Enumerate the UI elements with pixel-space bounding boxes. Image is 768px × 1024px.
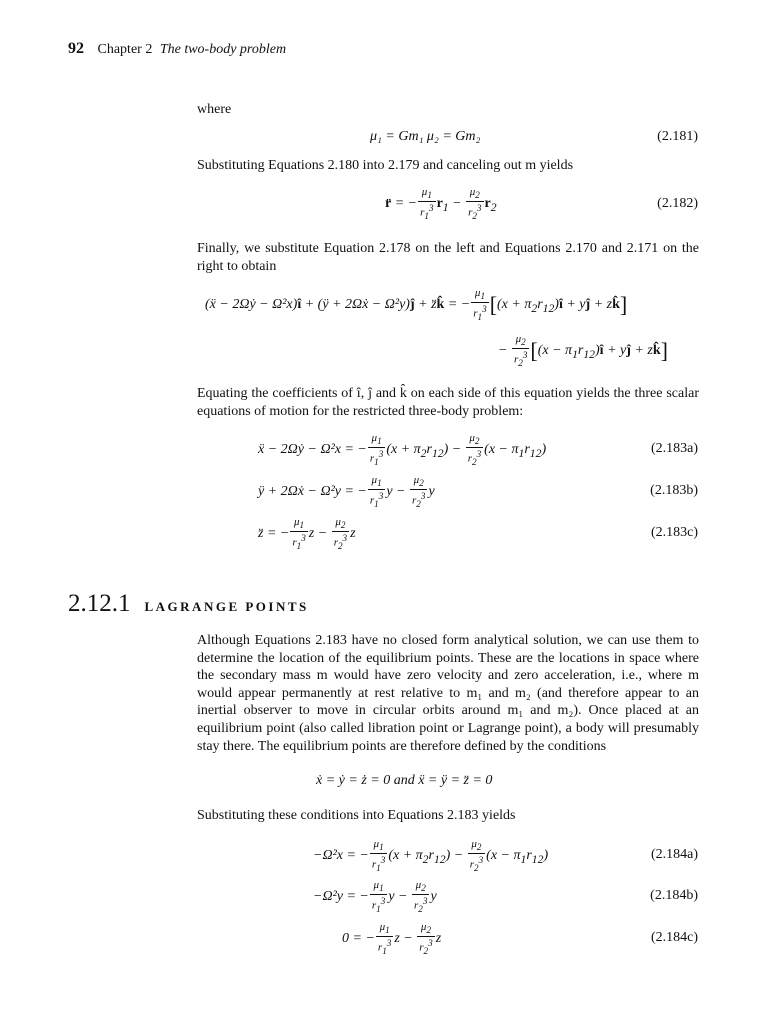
section-number: 2.12.1 <box>68 590 131 617</box>
equation-2-183b: ÿ + 2Ωẋ − Ω²y = − $\frac{\mu_1}{r_1^3}$ y − $\frac{\mu_2}{r_2^3}$ y <box>258 474 435 510</box>
equation-number-2-183c: (2.183c) <box>650 525 698 540</box>
equation-2-184a: −Ω²x = − $\frac{\mu_1}{r_1^3}$ $(x + \pi_2r_{12})$ − $\frac{\mu_2}{r_2^3}$ $(x - \pi_1r_{12})$ <box>313 838 549 874</box>
equation-number-2-184a: (2.184a) <box>650 847 698 862</box>
chapter-label: Chapter 2 <box>97 42 153 57</box>
equation-2-181: μ₁ = Gm₁ μ₂ = Gm₂ <box>370 129 481 144</box>
equation-2-183c: z̈ = − $\frac{\mu_1}{r_1^3}$ z − $\frac{\mu_2}{r_2^3}$ z <box>258 516 356 552</box>
running-header <box>68 40 286 58</box>
paragraph-substituting: Substituting Equations 2.180 into 2.179 and canceling out m yields <box>197 158 574 173</box>
equation-number-2-183a: (2.183a) <box>650 441 698 456</box>
page-number: 92 <box>68 40 84 57</box>
section-heading <box>68 590 309 618</box>
equation-number-2-183b: (2.183b) <box>650 483 698 498</box>
equilibrium-conditions: ẋ = ẏ = ż = 0 and ẍ = ÿ = z̈ = 0 <box>316 773 493 788</box>
text-where: where <box>197 102 232 117</box>
paragraph-substituting-conditions: Substituting these conditions into Equations 2.183 yields <box>197 808 516 823</box>
equation-2-184c: 0 = − $\frac{\mu_1}{r_1^3}$ z − $\frac{\mu_2}{r_2^3}$ z <box>342 921 442 957</box>
paragraph-equating: Equating the coefficients of î, ĵ and k̂ on each side of this equation yields the three scalar equations of motion for the restricted three-body problem: <box>197 386 699 419</box>
equation-vector-rhs: − $\frac{\mu_2}{r_2^3}$ [$(x - \pi_1r_{12})î$ + yĵ + zk̂] <box>498 333 668 369</box>
equation-number-2-181: (2.181) <box>657 129 698 144</box>
section-title: LAGRANGE POINTS <box>144 599 309 614</box>
chapter-title: The two-body problem <box>159 42 287 57</box>
paragraph-although: Although Equations 2.183 have no closed form analytical solution, we can use them to determine the location of the equilibrium points. These are the locations in space where the secondary mass m would have zero velocity and zero acceleration, i.e., where m would appear permanently at rest relative to m₁ and m₂ (and therefore appear to an inertial observer to move in circular orbits around m₁ and m₂). Once placed at an equilibrium point (also called libration point or Lagrange point), a body will presumably stay there. The equilibrium points are therefore defined by the conditions <box>197 633 699 754</box>
equation-number-2-184c: (2.184c) <box>650 930 698 945</box>
equation-number-2-182: (2.182) <box>657 196 698 211</box>
equation-number-2-184b: (2.184b) <box>650 888 698 903</box>
equation-2-183a: ẍ − 2Ωẏ − Ω²x = − $\frac{\mu_1}{r_1^3}$ $(x + \pi_2r_{12})$ − $\frac{\mu_2}{r_2^3}$ $(x - \pi_1r_{12})$ <box>258 432 547 468</box>
equation-2-184b: −Ω²y = − $\frac{\mu_1}{r_1^3}$ y − $\frac{\mu_2}{r_2^3}$ y <box>313 879 437 915</box>
equation-2-182: r̈ = − $\frac{\mu_1}{r_1^3}$ $r_1$ − $\frac{\mu_2}{r_2^3}$ $r_2$ <box>385 186 497 222</box>
paragraph-finally: Finally, we substitute Equation 2.178 on the left and Equations 2.170 and 2.171 on the right to obtain <box>197 241 699 274</box>
equation-vector-lhs: (ẍ − 2Ωẏ − Ω²x)î + (ÿ + 2Ωẋ − Ω²y)ĵ + z̈k̂ = − $\frac{\mu_1}{r_1^3}$ [$(x + \pi_2r_{12})î$ + yĵ + zk̂] <box>205 287 628 323</box>
